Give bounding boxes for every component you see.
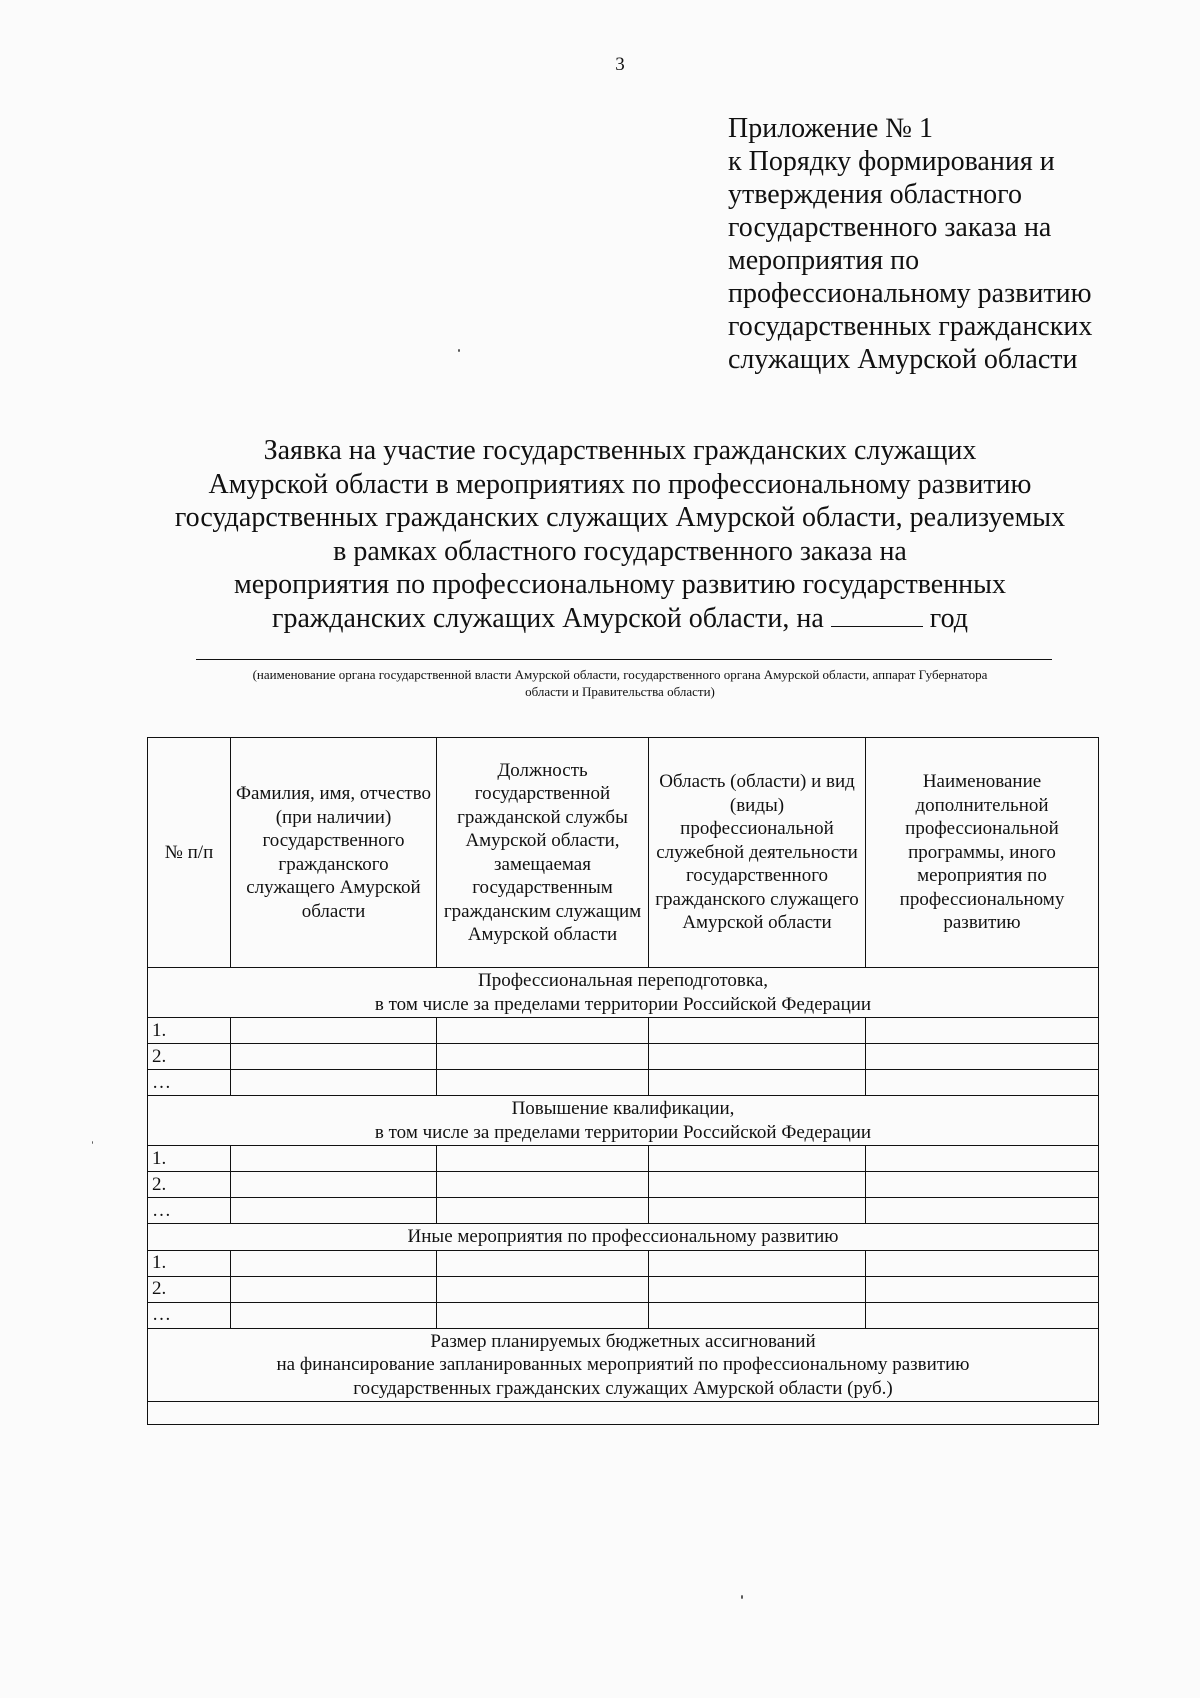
organization-name-field[interactable] — [196, 659, 1052, 660]
row-number: … — [148, 1302, 231, 1328]
section-title-line: в том числе за пределами территории Российской Федерации — [374, 1121, 872, 1143]
table-row — [148, 1172, 1099, 1198]
cell-position[interactable] — [437, 1302, 649, 1328]
cell-area[interactable] — [649, 1198, 866, 1224]
cell-name[interactable] — [231, 1302, 437, 1328]
cell-name[interactable] — [231, 1172, 437, 1198]
cell-name[interactable] — [231, 1018, 437, 1044]
appendix-line: государственных гражданских — [728, 311, 1093, 342]
budget-title-line: Размер планируемых бюджетных ассигнований — [430, 1330, 816, 1352]
title-line: мероприятия по профессиональному развитию государственных — [234, 569, 1006, 600]
cell-program[interactable] — [866, 1146, 1099, 1172]
year-blank-field[interactable] — [831, 604, 923, 627]
table-row — [148, 1044, 1099, 1070]
row-number: 1. — [148, 1250, 231, 1276]
appendix-line: Приложение № 1 — [728, 113, 933, 144]
cell-area[interactable] — [649, 1044, 866, 1070]
section-title — [148, 1096, 1099, 1146]
section-title-row — [148, 1096, 1099, 1146]
cell-name[interactable] — [231, 1044, 437, 1070]
header-name: Фамилия, имя, отчество (при наличии) государственного гражданского служащего Амурской области — [231, 738, 437, 968]
cell-name[interactable] — [231, 1070, 437, 1096]
appendix-line: к Порядку формирования и — [728, 146, 1055, 177]
budget-title-row — [148, 1328, 1099, 1402]
cell-position[interactable] — [437, 1146, 649, 1172]
appendix-line: мероприятия по — [728, 245, 920, 276]
row-number: 2. — [148, 1276, 231, 1302]
cell-program[interactable] — [866, 1172, 1099, 1198]
scan-speck — [741, 1595, 743, 1599]
row-number: 2. — [148, 1172, 231, 1198]
appendix-line: профессиональному развитию — [728, 278, 1092, 309]
table-row — [148, 1018, 1099, 1044]
cell-position[interactable] — [437, 1198, 649, 1224]
header-position: Должность государственной гражданской службы Амурской области, замещаемая государственным гражданским служащим Амурской области — [437, 738, 649, 968]
cell-program[interactable] — [866, 1250, 1099, 1276]
cell-position[interactable] — [437, 1070, 649, 1096]
table-header-row — [148, 738, 1099, 968]
table-row — [148, 1070, 1099, 1096]
title-line: Амурской области в мероприятиях по профессиональному развитию — [208, 468, 1032, 500]
header-program: Наименование дополнительной профессиональной программы, иного мероприятия по профессиональному развитию — [866, 738, 1099, 968]
section-title-line: Профессиональная переподготовка, — [477, 970, 769, 991]
row-number: … — [148, 1198, 231, 1224]
cell-area[interactable] — [649, 1302, 866, 1328]
title-line: Заявка на участие государственных гражданских служащих — [263, 435, 977, 466]
budget-title-line: государственных гражданских служащих Амурской области (руб.) — [353, 1377, 893, 1399]
title-year-word: год — [929, 602, 969, 634]
cell-area[interactable] — [649, 1172, 866, 1198]
row-number: 2. — [148, 1044, 231, 1070]
page-number: 3 — [615, 54, 625, 75]
application-table — [147, 737, 1099, 1425]
budget-value-cell[interactable] — [148, 1402, 1099, 1425]
cell-position[interactable] — [437, 1018, 649, 1044]
cell-position[interactable] — [437, 1172, 649, 1198]
cell-program[interactable] — [866, 1198, 1099, 1224]
title-last-line-text: гражданских служащих Амурской области, на — [271, 602, 824, 634]
budget-title-line: на финансирование запланированных мероприятий по профессиональному развитию — [276, 1354, 970, 1375]
cell-name[interactable] — [231, 1146, 437, 1172]
appendix-heading — [728, 112, 1168, 376]
title-last-line — [140, 602, 1100, 636]
section-title-row — [148, 1224, 1099, 1251]
cell-position[interactable] — [437, 1044, 649, 1070]
cell-area[interactable] — [649, 1018, 866, 1044]
scan-speck — [92, 1141, 93, 1144]
section-title — [148, 968, 1099, 1018]
appendix-line: государственного заказа на — [728, 212, 1052, 243]
cell-area[interactable] — [649, 1276, 866, 1302]
table-row — [148, 1276, 1099, 1302]
appendix-line: утверждения областного — [728, 179, 1022, 210]
organization-caption — [140, 666, 1100, 700]
row-number: 1. — [148, 1018, 231, 1044]
cell-position[interactable] — [437, 1250, 649, 1276]
section-title-line: в том числе за пределами территории Российской Федерации — [374, 993, 872, 1015]
cell-program[interactable] — [866, 1018, 1099, 1044]
header-area: Область (области) и вид (виды) профессиональной служебной деятельности государственного гражданского служащего Амурской области — [649, 738, 866, 968]
row-number: 1. — [148, 1146, 231, 1172]
header-num: № п/п — [148, 738, 231, 968]
cell-program[interactable] — [866, 1276, 1099, 1302]
cell-position[interactable] — [437, 1276, 649, 1302]
document-title — [140, 434, 1100, 635]
cell-program[interactable] — [866, 1070, 1099, 1096]
table-row — [148, 1198, 1099, 1224]
appendix-line: служащих Амурской области — [728, 344, 1078, 375]
budget-title — [148, 1328, 1099, 1402]
cell-area[interactable] — [649, 1146, 866, 1172]
org-caption-line: области и Правительства области) — [525, 684, 715, 699]
cell-program[interactable] — [866, 1044, 1099, 1070]
cell-name[interactable] — [231, 1250, 437, 1276]
table-row — [148, 1302, 1099, 1328]
table-row — [148, 1250, 1099, 1276]
title-line: в рамках областного государственного заказа на — [333, 535, 907, 567]
cell-area[interactable] — [649, 1070, 866, 1096]
section-title — [148, 1224, 1099, 1251]
title-line: государственных гражданских служащих Амурской области, реализуемых — [174, 502, 1066, 533]
scan-speck — [458, 349, 460, 352]
section-title-line: Повышение квалификации, — [511, 1098, 735, 1119]
section-title-line: Иные мероприятия по профессиональному развитию — [407, 1226, 839, 1247]
cell-program[interactable] — [866, 1302, 1099, 1328]
cell-name[interactable] — [231, 1276, 437, 1302]
org-caption-line: (наименование органа государственной власти Амурской области, государственного органа Амурской области, аппарат Губернатора — [252, 667, 988, 682]
section-title-row — [148, 968, 1099, 1018]
cell-name[interactable] — [231, 1198, 437, 1224]
table-row — [148, 1146, 1099, 1172]
budget-value-row — [148, 1402, 1099, 1425]
cell-area[interactable] — [649, 1250, 866, 1276]
row-number: … — [148, 1070, 231, 1096]
